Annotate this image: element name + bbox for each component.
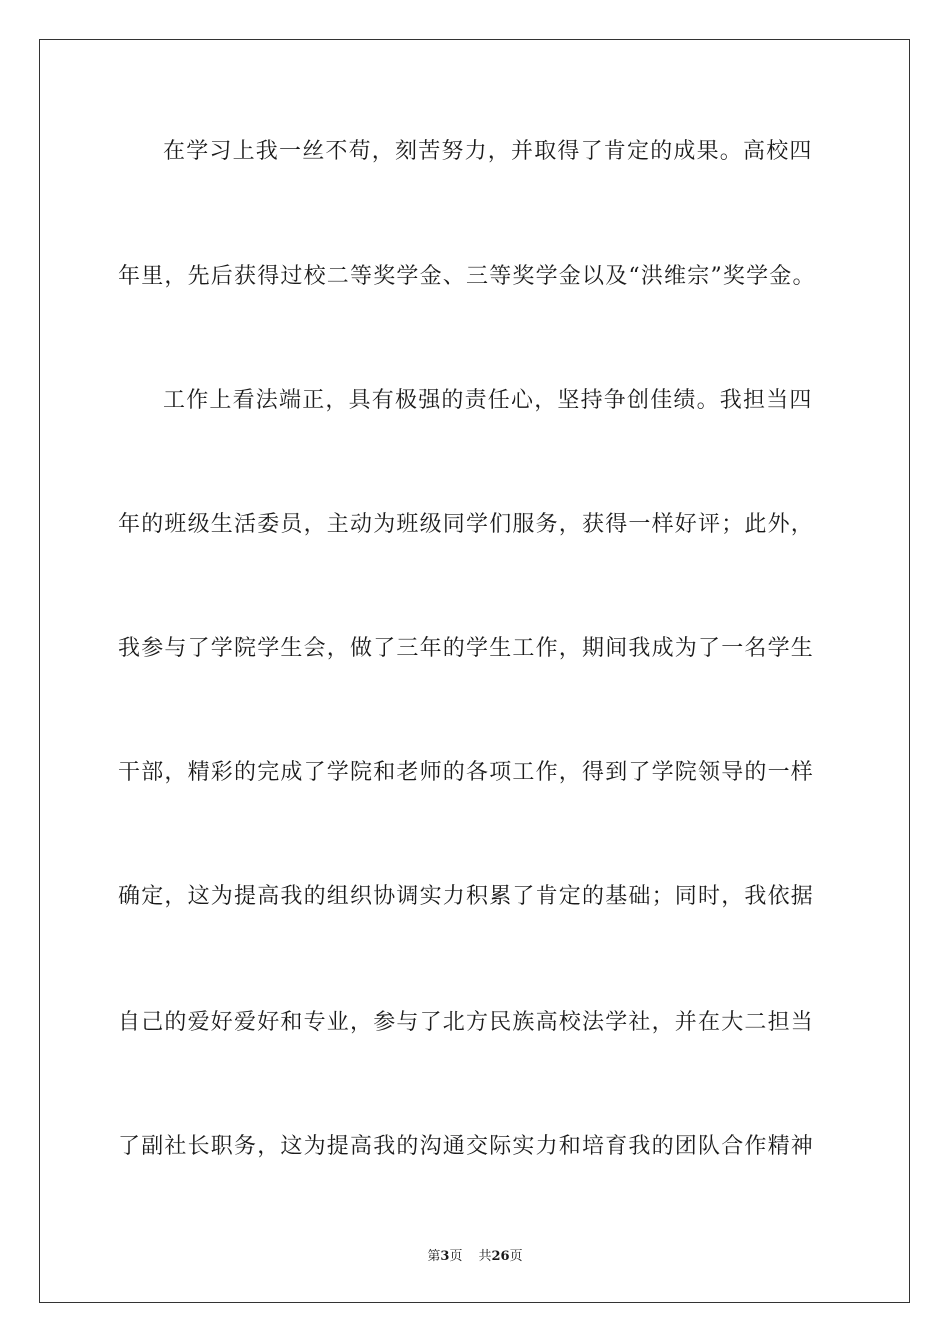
paragraph-2-line-3: 我参与了学院学生会，做了三年的学生工作，期间我成为了一名学生: [118, 636, 815, 661]
total-prefix: 共: [478, 1249, 492, 1264]
paragraph-2-line-7: 了副社长职务，这为提高我的沟通交际实力和培育我的团队合作精神: [118, 1134, 815, 1159]
paragraph-2-line-6: 自己的爱好爱好和专业，参与了北方民族高校法学社，并在大二担当: [118, 1010, 815, 1035]
page-suffix: 页: [449, 1249, 463, 1264]
paragraph-2-line-5: 确定，这为提高我的组织协调实力积累了肯定的基础；同时，我依据: [118, 884, 815, 909]
paragraph-1-line-1: 在学习上我一丝不苟，刻苦努力，并取得了肯定的成果。高校四: [163, 139, 813, 164]
paragraph-2-line-4: 干部，精彩的完成了学院和老师的各项工作，得到了学院领导的一样: [118, 760, 815, 785]
total-suffix: 页: [509, 1249, 523, 1264]
page-prefix: 第: [427, 1249, 441, 1264]
total-pages: 26: [491, 1249, 510, 1264]
paragraph-1-line-2: 年里，先后获得过校二等奖学金、三等奖学金以及“洪维宗”奖学金。: [118, 264, 816, 289]
paragraph-2-line-2: 年的班级生活委员，主动为班级同学们服务，获得一样好评；此外，: [118, 512, 815, 537]
page-number: 3: [440, 1249, 450, 1264]
paragraph-2-line-1: 工作上看法端正，具有极强的责任心，坚持争创佳绩。我担当四: [163, 388, 813, 413]
page-footer: [0, 1248, 950, 1266]
